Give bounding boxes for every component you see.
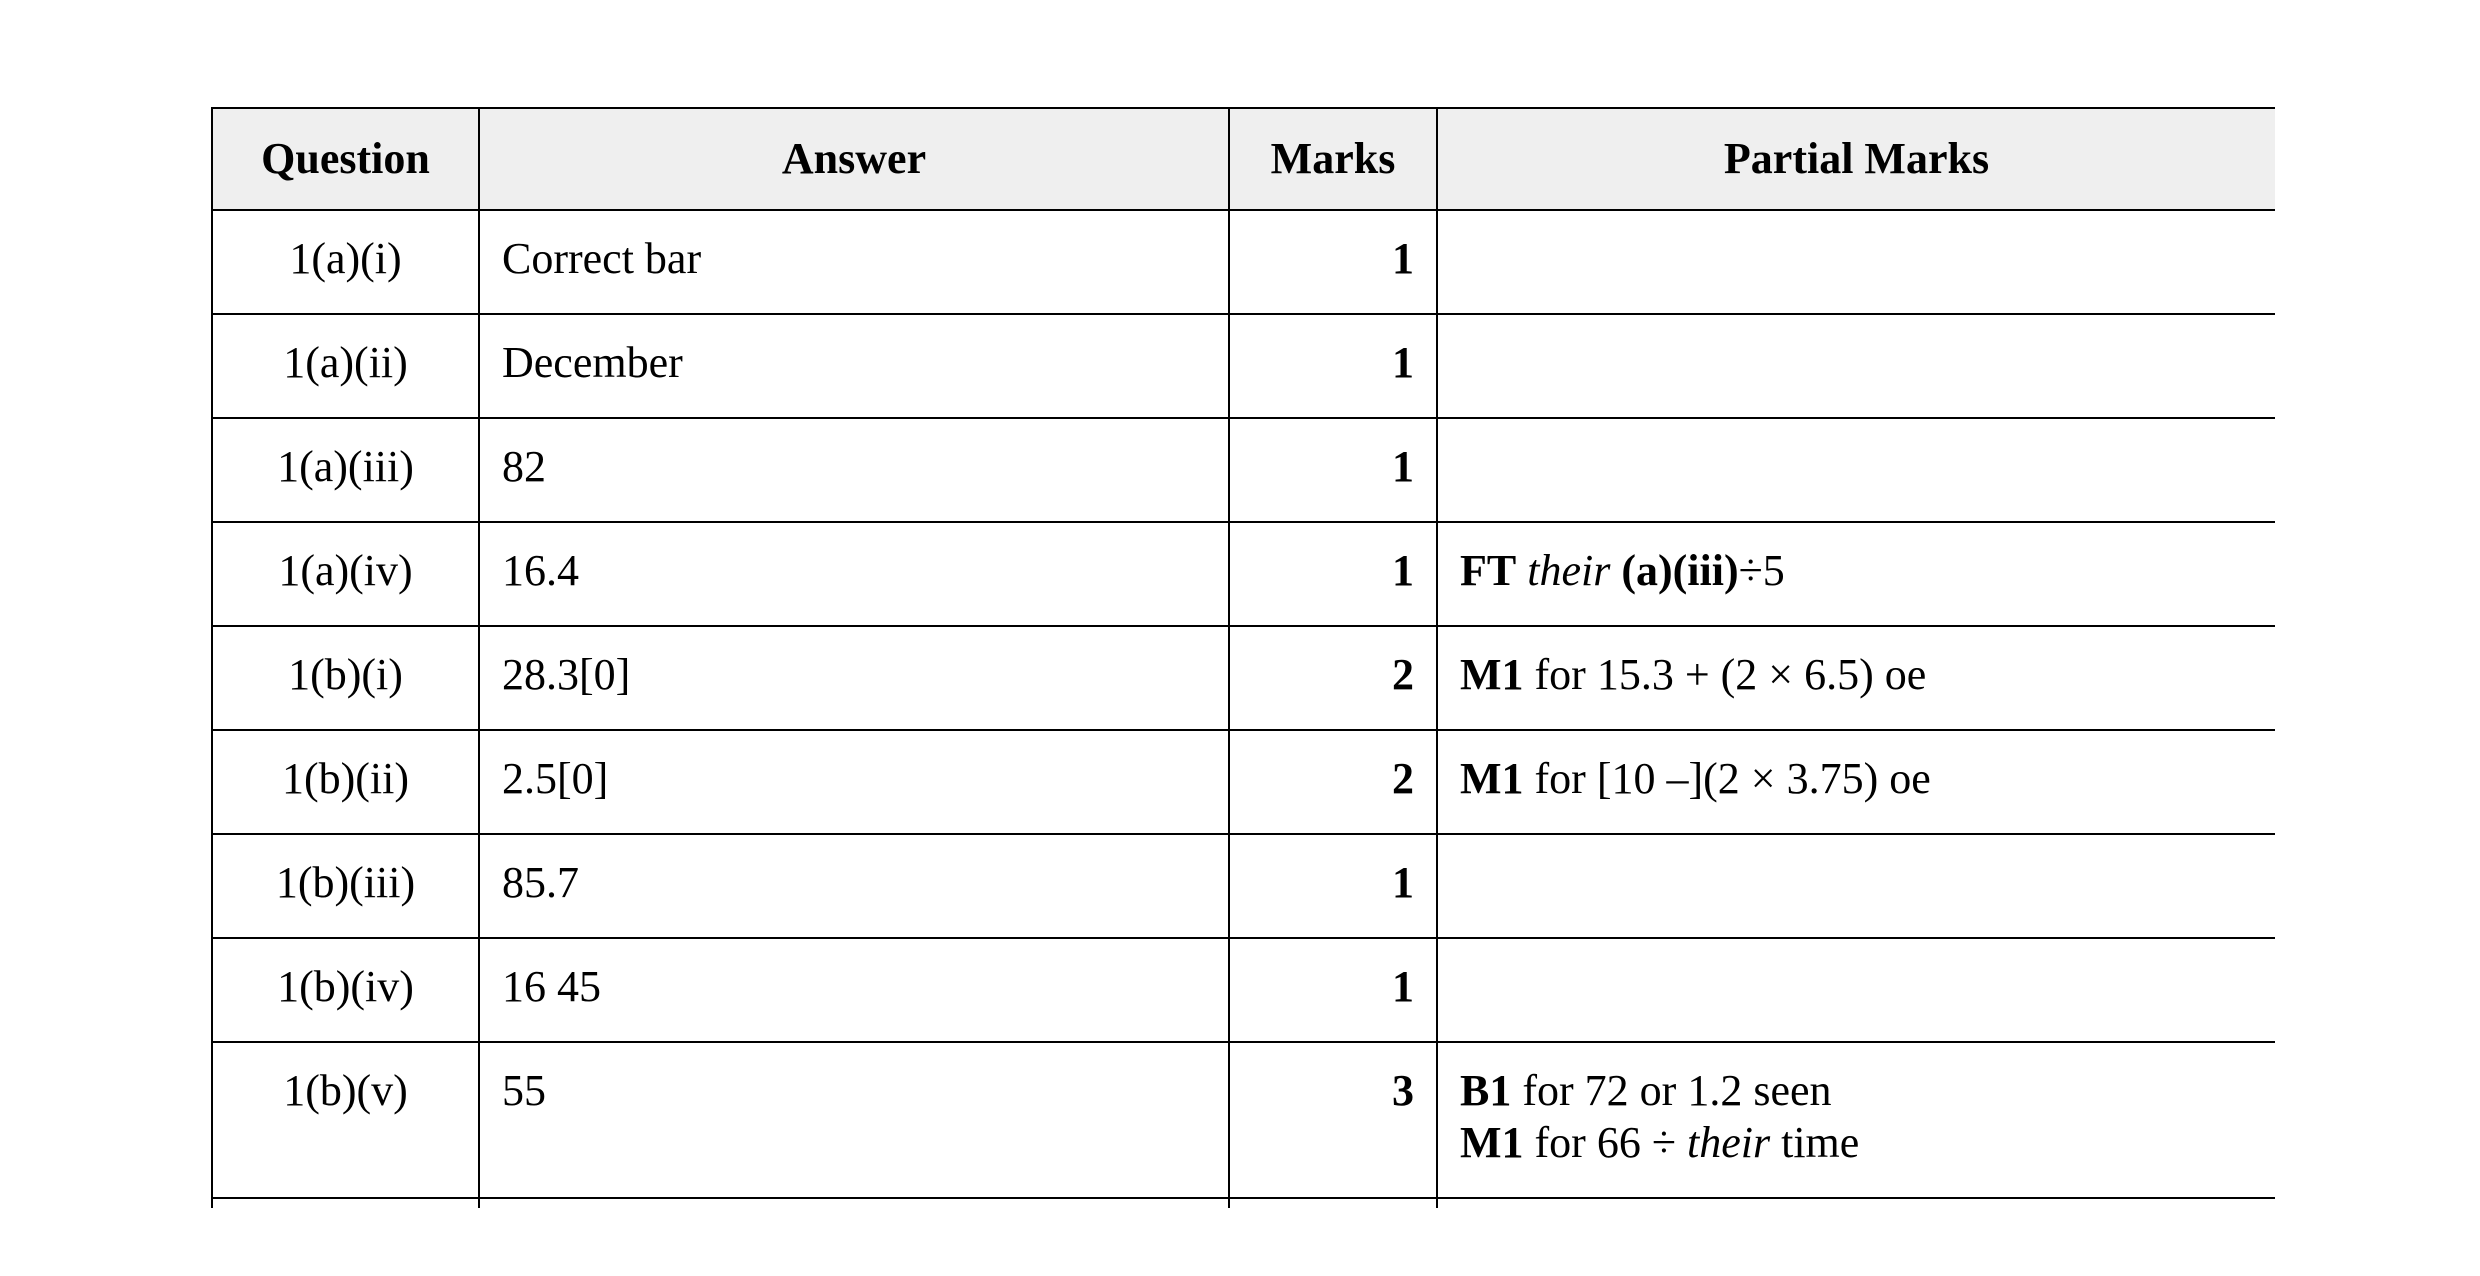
marks-cell [1229, 834, 1437, 938]
question-cell [212, 418, 479, 522]
answer-cell-text: 16.4 [502, 546, 579, 595]
answer-cell [479, 1042, 1229, 1198]
empty-cell [1437, 1198, 2275, 1208]
question-cell-text: 1(a)(i) [289, 234, 402, 283]
question-cell [212, 522, 479, 626]
partial-marks-segment: ÷5 [1738, 546, 1785, 595]
marks-cell-text: 1 [1392, 442, 1414, 491]
marks-cell [1229, 210, 1437, 314]
partial-marks-cell-text [1438, 939, 2275, 961]
marks-cell-text: 1 [1392, 234, 1414, 283]
answer-cell [479, 314, 1229, 418]
marks-cell [1229, 314, 1437, 418]
marks-cell-text: 2 [1392, 650, 1414, 699]
marks-cell [1229, 938, 1437, 1042]
mark-scheme-table [211, 107, 2275, 1208]
table-row [212, 418, 2275, 522]
answer-cell-text: 85.7 [502, 858, 579, 907]
question-cell-text: 1(b)(v) [283, 1066, 408, 1115]
answer-cell-text: 2.5[0] [502, 754, 609, 803]
empty-cell [1229, 1198, 1437, 1208]
partial-marks-cell [1437, 522, 2275, 626]
table-row [212, 210, 2275, 314]
question-cell [212, 938, 479, 1042]
answer-cell-text: 16 45 [502, 962, 601, 1011]
question-cell-text: 1(b)(iv) [277, 962, 414, 1011]
partial-marks-cell [1437, 418, 2275, 522]
partial-marks-line [1460, 1117, 2275, 1169]
partial-marks-cell [1437, 626, 2275, 730]
partial-marks-cell [1437, 730, 2275, 834]
answer-cell-text: Correct bar [502, 234, 702, 283]
marks-cell-text: 2 [1392, 754, 1414, 803]
empty-cell [212, 1198, 479, 1208]
answer-cell [479, 522, 1229, 626]
partial-marks-segment: (a)(iii) [1621, 546, 1739, 595]
table-row [212, 626, 2275, 730]
table-row [212, 314, 2275, 418]
partial-marks-cell-text [1438, 731, 2275, 805]
answer-cell [479, 626, 1229, 730]
question-cell [212, 314, 479, 418]
header-question: Question [212, 108, 479, 210]
partial-marks-cell-text [1438, 419, 2275, 441]
partial-marks-cell-text [1438, 835, 2275, 857]
partial-marks-cell [1437, 834, 2275, 938]
table-row-continued [212, 1198, 2275, 1208]
partial-marks-cell-text [1438, 1043, 2275, 1169]
partial-marks-cell [1437, 1042, 2275, 1198]
partial-marks-segment: M1 [1460, 754, 1524, 803]
header-marks: Marks [1229, 108, 1437, 210]
marks-cell [1229, 1042, 1437, 1198]
question-cell-text: 1(b)(i) [288, 650, 403, 699]
header-row [212, 108, 2275, 210]
partial-marks-cell-text [1438, 211, 2275, 233]
partial-marks-segment: for 66 ÷ [1523, 1118, 1687, 1167]
answer-cell-text: 55 [502, 1066, 546, 1115]
question-cell [212, 1042, 479, 1198]
marks-cell [1229, 418, 1437, 522]
partial-marks-segment: FT [1460, 546, 1517, 595]
partial-marks-cell-text [1438, 523, 2275, 597]
empty-cell [479, 1198, 1229, 1208]
partial-marks-segment: M1 [1460, 650, 1524, 699]
answer-cell-text: December [502, 338, 683, 387]
partial-marks-segment: time [1770, 1118, 1860, 1167]
question-cell [212, 834, 479, 938]
partial-marks-segment: for 15.3 + (2 × 6.5) oe [1523, 650, 1927, 699]
answer-cell [479, 418, 1229, 522]
answer-cell [479, 938, 1229, 1042]
question-cell [212, 730, 479, 834]
question-cell-text: 1(b)(iii) [275, 858, 416, 907]
answer-cell [479, 730, 1229, 834]
question-cell [212, 210, 479, 314]
marks-cell [1229, 626, 1437, 730]
partial-marks-line [1460, 753, 2275, 805]
question-cell-text: 1(a)(iii) [277, 442, 414, 491]
partial-marks-segment [1516, 546, 1527, 595]
table-row [212, 522, 2275, 626]
marks-cell-text: 1 [1392, 546, 1414, 595]
marks-cell-text: 3 [1392, 1066, 1414, 1115]
marks-cell [1229, 730, 1437, 834]
table-row [212, 1042, 2275, 1198]
partial-marks-line [1460, 1065, 2275, 1117]
partial-marks-segment [1610, 546, 1621, 595]
question-cell-text: 1(b)(ii) [281, 754, 410, 803]
partial-marks-segment: B1 [1460, 1066, 1512, 1115]
table-row [212, 938, 2275, 1042]
table-row [212, 834, 2275, 938]
answer-cell [479, 834, 1229, 938]
partial-marks-cell [1437, 210, 2275, 314]
answer-cell [479, 210, 1229, 314]
marks-cell [1229, 522, 1437, 626]
question-cell-text: 1(a)(iv) [278, 546, 413, 595]
partial-marks-cell-text [1438, 315, 2275, 337]
question-cell [212, 626, 479, 730]
partial-marks-segment: M1 [1460, 1118, 1524, 1167]
question-cell-text: 1(a)(ii) [283, 338, 408, 387]
table-row [212, 730, 2275, 834]
partial-marks-line [1460, 545, 2275, 597]
header-answer: Answer [479, 108, 1229, 210]
marks-cell-text: 1 [1392, 338, 1414, 387]
marks-cell-text: 1 [1392, 858, 1414, 907]
partial-marks-segment: their [1686, 1118, 1771, 1167]
partial-marks-segment: for 72 or 1.2 seen [1511, 1066, 1832, 1115]
answer-cell-text: 28.3[0] [502, 650, 631, 699]
partial-marks-cell [1437, 314, 2275, 418]
partial-marks-cell-text [1438, 627, 2275, 701]
partial-marks-line [1460, 649, 2275, 701]
partial-marks-segment: for [10 –](2 × 3.75) oe [1523, 754, 1931, 803]
partial-marks-cell [1437, 938, 2275, 1042]
header-partial-marks: Partial Marks [1437, 108, 2275, 210]
partial-marks-segment: their [1527, 546, 1611, 595]
table-body [212, 210, 2275, 1208]
answer-cell-text: 82 [502, 442, 546, 491]
mark-scheme-page [211, 107, 2275, 1208]
marks-cell-text: 1 [1392, 962, 1414, 1011]
